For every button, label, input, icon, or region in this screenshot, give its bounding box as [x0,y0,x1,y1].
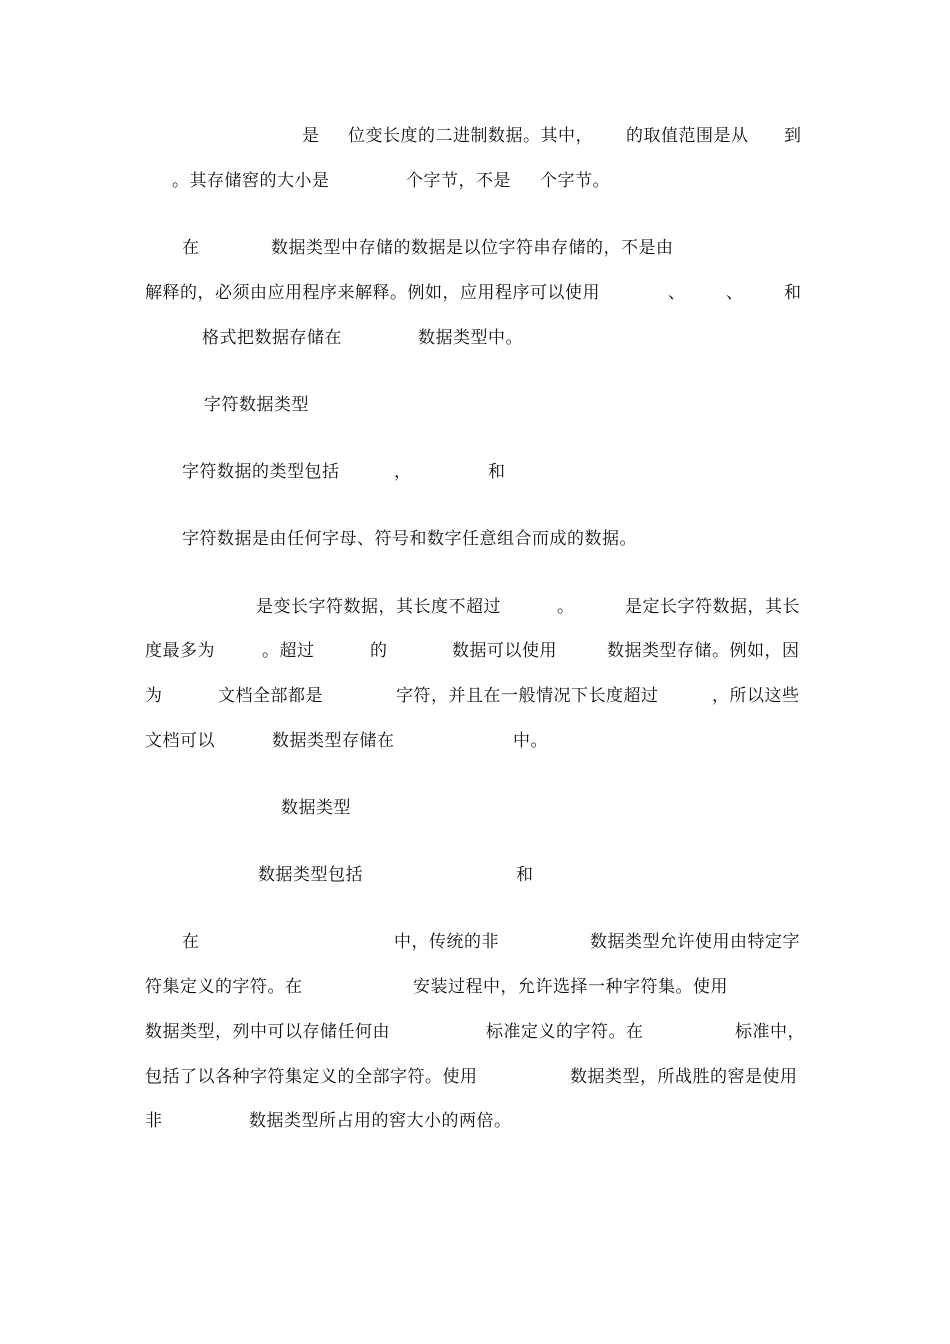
text-segment: 在 [182,238,200,258]
text-segment: 字符数据的类型包括 [182,462,340,482]
text-segment: ，所以这些 [712,686,800,706]
text-segment: 。超过 [262,641,315,661]
text-segment: 个字节，不是 [406,171,511,191]
text-segment: 数据类型存储在 [272,731,395,751]
text-segment: 数据类型包括 [258,865,363,885]
text-segment: 包括了以各种字符集定义的全部字符。使用 [145,1067,478,1087]
section-heading: 字符数据类型 [204,395,309,415]
text-segment: 字符，并且在一般情况下长度超过 [396,686,659,706]
text-segment: 中，传统的非 [394,932,499,952]
text-segment: 到 [784,126,802,146]
text-segment: 的取值范围是从 [626,126,749,146]
text-segment: 是 [302,126,320,146]
text-segment: 符集定义的字符。在 [145,977,303,997]
text-segment: 。 [557,597,575,617]
text-segment: 、 [668,283,686,303]
text-segment: 标准中， [735,1022,805,1042]
text-segment: 是定长字符数据，其长 [625,597,800,617]
text-segment: 数据类型中存储的数据是以位字符串存储的，不是由 [271,238,674,258]
text-segment: 是变长字符数据，其长度不超过 [256,597,501,617]
text-segment: 。其存储窖的大小是 [172,171,330,191]
text-segment: 位变长度的二进制数据。其中， [348,126,593,146]
text-segment: 数据类型存储。例如，因 [607,641,800,661]
text-segment: 度最多为 [145,641,215,661]
text-segment: 数据类型中。 [418,328,523,348]
text-segment: 和 [516,865,534,885]
text-segment: 、 [726,283,744,303]
text-segment: 和 [784,283,802,303]
text-segment: 标准定义的字符。在 [486,1022,644,1042]
text-segment: 数据类型，所战胜的窖是使用 [570,1067,798,1087]
text-segment: 在 [182,932,200,952]
text-segment: 为 [145,686,163,706]
text-segment: 非 [145,1111,163,1131]
text-segment: 个字节。 [540,171,610,191]
text-segment: ， [394,462,412,482]
text-segment: 解释的，必须由应用程序来解释。例如，应用程序可以使用 [145,283,600,303]
text-segment: 字符数据是由任何字母、符号和数字任意组合而成的数据。 [182,529,637,549]
text-segment: 中。 [513,731,548,751]
text-segment: 格式把数据存储在 [202,328,342,348]
text-segment: 的 [370,641,388,661]
text-segment: 安装过程中，允许选择一种字符集。使用 [413,977,728,997]
text-segment: 数据类型所占用的窖大小的两倍。 [249,1111,512,1131]
text-segment: 数据可以使用 [452,641,557,661]
text-segment: 文档可以 [145,731,215,751]
text-segment: 数据类型允许使用由特定字 [590,932,800,952]
section-heading: 数据类型 [281,798,351,818]
text-segment: 和 [488,462,506,482]
text-segment: 文档全部都是 [218,686,323,706]
text-segment: 数据类型，列中可以存储任何由 [145,1022,390,1042]
